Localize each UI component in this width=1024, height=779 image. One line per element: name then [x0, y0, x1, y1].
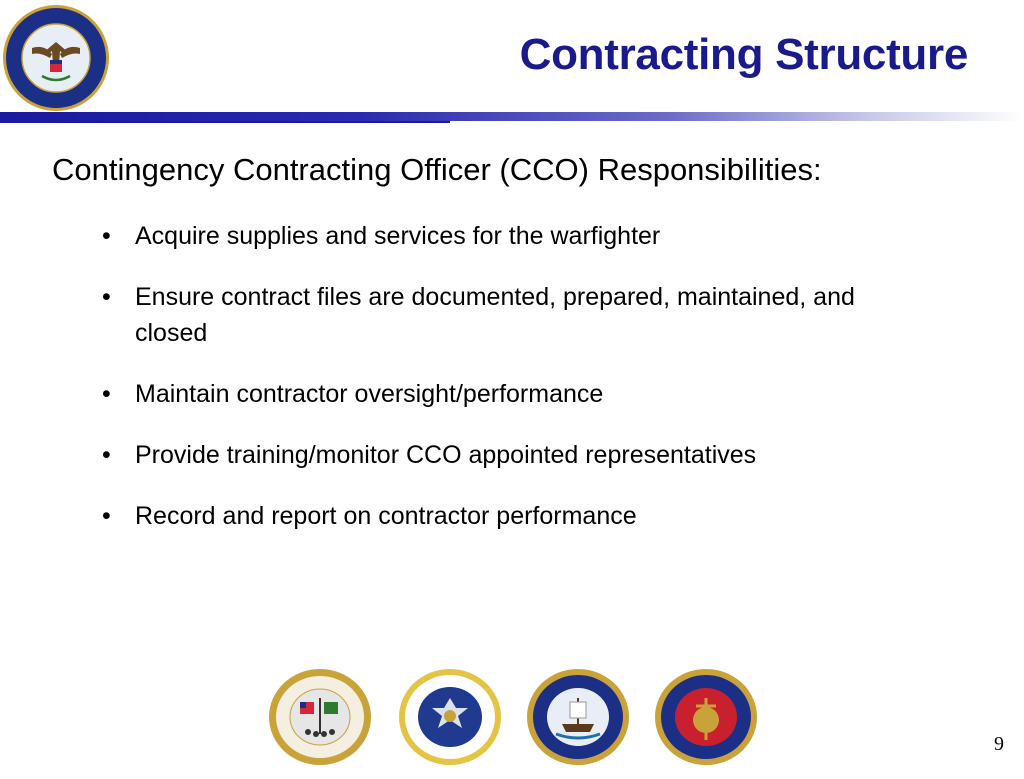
list-item: • Acquire supplies and services for the warfighter [102, 218, 932, 254]
slide-title: Contracting Structure [519, 30, 968, 79]
air-force-seal [398, 668, 502, 766]
department-of-defense-seal [2, 4, 110, 112]
responsibilities-list [102, 218, 932, 559]
bullet-icon: • [102, 441, 111, 469]
service-seals [268, 668, 768, 768]
bullet-icon: • [102, 283, 111, 311]
list-item: • Ensure contract files are documented, prepared, maintained, and closed [102, 279, 932, 351]
title-divider [0, 112, 1024, 121]
marine-corps-seal [654, 668, 758, 766]
section-heading: Contingency Contracting Officer (CCO) Responsibilities: [52, 152, 822, 187]
page-number: 9 [994, 733, 1004, 755]
title-divider-accent [0, 121, 450, 123]
list-item: • Provide training/monitor CCO appointed representatives [102, 437, 932, 473]
army-seal [268, 668, 372, 766]
list-item: • Maintain contractor oversight/performance [102, 376, 932, 412]
bullet-icon: • [102, 502, 111, 530]
bullet-icon: • [102, 380, 111, 408]
navy-seal [526, 668, 630, 766]
list-item: • Record and report on contractor performance [102, 498, 932, 534]
bullet-icon: • [102, 222, 111, 250]
